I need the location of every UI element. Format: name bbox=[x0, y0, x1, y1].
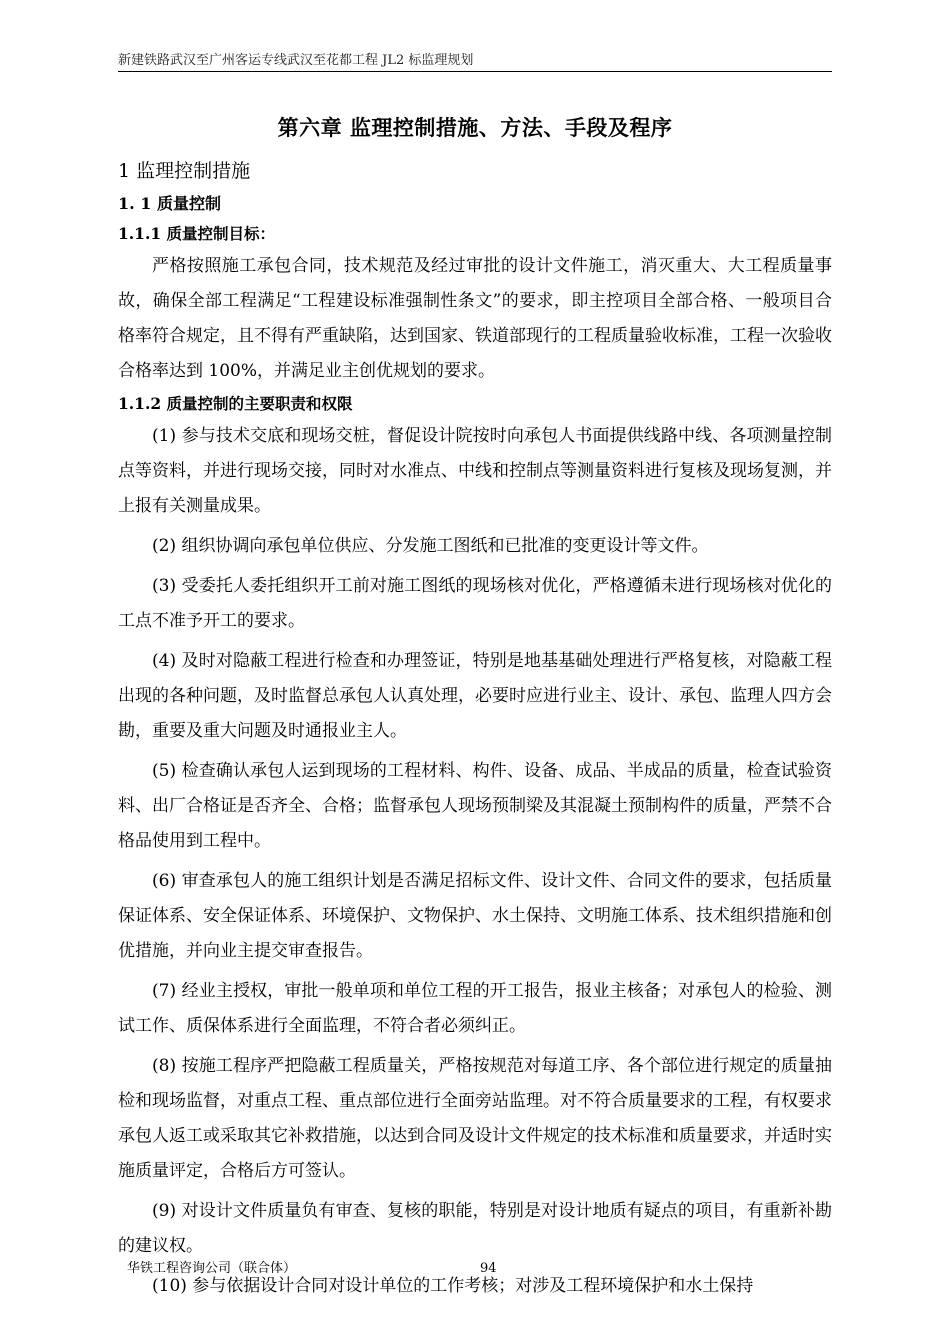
list-item: (5) 检查确认承包人运到现场的工程材料、构件、设备、成品、半成品的质量，检查试验资料、出厂合格证是否齐全、合格；监督承包人现场预制梁及其混凝土预制构件的质量，严禁不合格品使用到工程中。 bbox=[118, 761, 832, 851]
section-heading-1-1-2: 1.1.2 质量控制的主要职责和权限 bbox=[118, 394, 353, 413]
page-number: 94 bbox=[480, 1261, 497, 1276]
page-content bbox=[118, 113, 832, 1309]
header-rule bbox=[118, 71, 832, 72]
section-heading-1-text: 1 监理控制措施 bbox=[118, 160, 251, 182]
list-item: (6) 审查承包人的施工组织计划是否满足招标文件、设计文件、合同文件的要求，包括质量保证体系、安全保证体系、环境保护、文物保护、水土保持、文明施工体系、技术组织措施和创优措施，并向业主提交审查报告。 bbox=[118, 871, 832, 961]
quality-target-paragraph: 严格按照施工承包合同，技术规范及经过审批的设计文件施工，消灭重大、大工程质量事故，确保全部工程满足“工程建设标准强制性条文”的要求，即主控项目全部合格、一般项目合格率符合规定，且不得有严重缺陷，达到国家、铁道部现行的工程质量验收标准，工程一次验收合格率达到 100%，并满足业主创优规划的要求。 bbox=[118, 256, 832, 381]
list-item: (10) 参与依据设计合同对设计单位的工作考核；对涉及工程环境保护和水土保持 bbox=[152, 1276, 754, 1296]
list-item: (4) 及时对隐蔽工程进行检查和办理签证，特别是地基基础处理进行严格复核，对隐蔽工程出现的各种问题，及时监督总承包人认真处理，必要时应进行业主、设计、承包、监理人四方会勘，重要及重大问题及时通报业主人。 bbox=[118, 651, 832, 741]
footer-company: 华铁工程咨询公司（联合体） bbox=[127, 1261, 297, 1276]
section-heading-1 bbox=[118, 157, 832, 185]
chapter-title: 第六章 监理控制措施、方法、手段及程序 bbox=[277, 115, 673, 140]
section-heading-1-1: 1. 1 质量控制 bbox=[118, 194, 221, 213]
list-item: (7) 经业主授权，审批一般单项和单位工程的开工报告，报业主核备；对承包人的检验、测试工作、质保体系进行全面监理，不符合者必须纠正。 bbox=[118, 981, 832, 1036]
section-heading-1-1-1: 1.1.1 质量控制目标： bbox=[118, 224, 276, 243]
running-header: 新建铁路武汉至广州客运专线武汉至花都工程 JL2 标监理规划 bbox=[118, 53, 474, 68]
list-item: (8) 按施工程序严把隐蔽工程质量关，严格按规范对每道工序、各个部位进行规定的质量抽检和现场监督，对重点工程、重点部位进行全面旁站监理。对不符合质量要求的工程，有权要求承包人返工或采取其它补救措施，以达到合同及设计文件规定的技术标准和质量要求，并适时实施质量评定，合格后方可签认。 bbox=[118, 1056, 832, 1181]
list-item: (9) 对设计文件质量负有审查、复核的职能，特别是对设计地质有疑点的项目，有重新补勘的建议权。 bbox=[118, 1201, 832, 1256]
list-item: (3) 受委托人委托组织开工前对施工图纸的现场核对优化，严格遵循未进行现场核对优化的工点不准予开工的要求。 bbox=[118, 576, 832, 631]
list-item: (2) 组织协调向承包单位供应、分发施工图纸和已批准的变更设计等文件。 bbox=[152, 536, 709, 556]
list-item: (1) 参与技术交底和现场交桩，督促设计院按时向承包人书面提供线路中线、各项测量控制点等资料，并进行现场交接，同时对水准点、中线和控制点等测量资料进行复核及现场复测，并上报有关测量成果。 bbox=[118, 426, 832, 516]
